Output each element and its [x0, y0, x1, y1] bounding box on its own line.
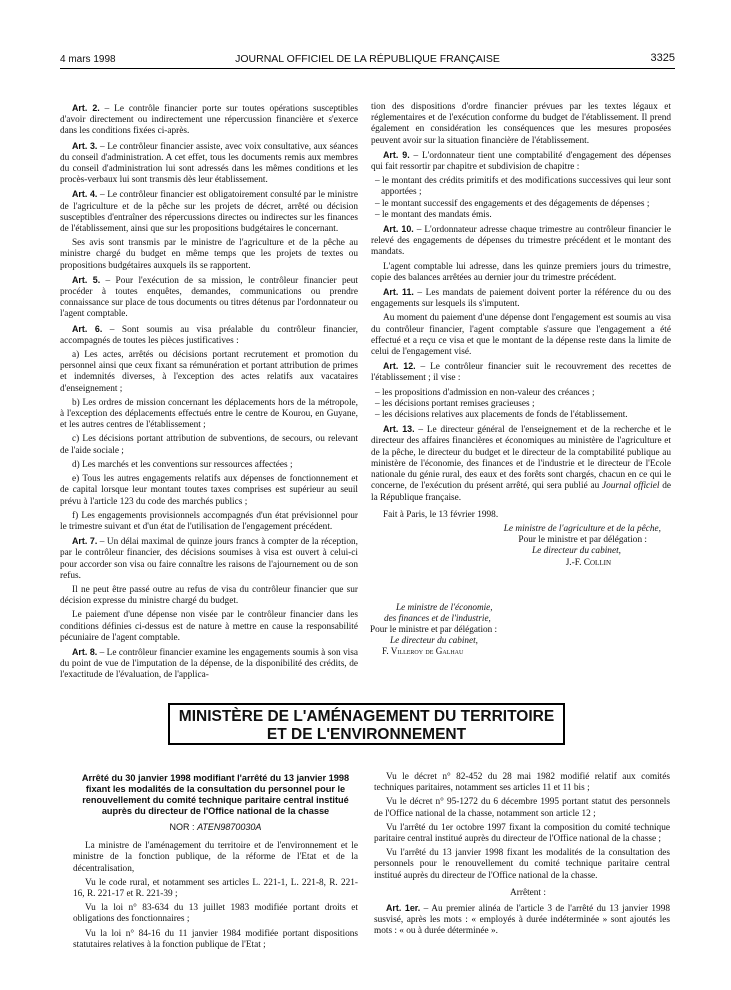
signature-block-1 [371, 524, 671, 569]
minister-title-cont: des finances et de l'industrie, [384, 613, 491, 623]
paragraph [371, 102, 671, 147]
header-date: 4 mars 1998 [60, 54, 116, 65]
paragraph [60, 238, 358, 272]
article-paragraph [60, 324, 358, 347]
arrete-paragraph: La ministre de l'aménagement du territoire et de l'environnement et le ministre de la fonction publique, de la réforme de l'Etat et de la décentralisation, [73, 841, 358, 874]
article-label: Art. 3. [72, 140, 98, 151]
delegation-line: Pour le ministre et par délégation : [370, 624, 498, 634]
right-column [371, 102, 671, 569]
paragraph-text: – Le contrôleur financier est obligatoirement consulté par le ministre de l'agriculture et de la pêche sur les projets de décret, arrêté ou décision susceptibles d'entraîner des répercussions directes ou indirectes sur les finances de l'établissement, ainsi que sur les propositions budgétaires le concernant. [60, 190, 358, 235]
paragraph-text: d) Les marchés et les conventions sur ressources affectées ; [72, 459, 293, 470]
article-paragraph [60, 536, 358, 582]
list-item: – les propositions d'admission en non-valeur des créances ; [375, 387, 595, 398]
director-title: Le directeur du cabinet, [390, 635, 478, 645]
paragraph-text: – Les mandats de paiement doivent porter la référence du ou des engagements sur lesquels ils s'imputent. [371, 288, 671, 310]
paragraph-text: – Le contrôleur financier suit le recouvrement des recettes de l'établissement ; il vise : [371, 362, 671, 384]
paragraph-text: L'agent comptable lui adresse, dans les quinze premiers jours du trimestre, copie des balances arrêtées au dernier jour du trimestre précédent. [371, 261, 671, 283]
paragraph-text: – L'ordonnateur tient une comptabilité d'engagement des dépenses qui fait ressortir par chapitre et subdivision de chapitre : [371, 150, 672, 173]
arrete-paragraph: Vu l'arrêté du 13 janvier 1998 fixant les modalités de la consultation des personnels pour le renouvellement du comité technique paritaire central institué auprès du directeur de l'Office national de la chasse. [374, 848, 670, 881]
signatory-name: J.-F. Collin [565, 557, 611, 568]
paragraph-text: – Un délai maximal de quinze jours francs à compter de la réception, par le contrôleur financier, des décisions soumises à visa est ouvert à celui-ci pour accorder son visa ou faire connaître les raisons de l'ajournement ou de son refus. [60, 537, 358, 581]
article-label: Art. 6. [72, 323, 103, 334]
ministry-banner [168, 703, 565, 745]
art12-list [371, 388, 671, 422]
paragraph-text: – L'ordonnateur adresse chaque trimestre au contrôleur financier le relevé des engagements de dépenses du trimestre précédent et le montant des mandats. [371, 225, 671, 258]
banner-line-2: ET DE L'ENVIRONNEMENT [266, 726, 467, 743]
article-paragraph [60, 141, 358, 187]
article-label: Art. 10. [383, 224, 414, 235]
article-paragraph [371, 150, 671, 173]
paragraph-text: Ses avis sont transmis par le ministre de l'agriculture et de la pêche au ministre chargé du budget en même temps que les projets de textes ou propositions budgétaires auxquels ils se rapportent. [60, 238, 358, 271]
paragraph-text: tion des dispositions d'ordre financier prévues par les textes légaux et réglementaires et de l'exécution conforme du budget de l'établissement. Il prend également en considération les conséquences que les mesures proposées peuvent avoir sur la situation financière de l'établissement. [371, 102, 671, 146]
left-column [60, 103, 358, 685]
art9-list [371, 176, 671, 221]
signatory-name: F. Villeroy de Galhau [382, 646, 464, 656]
article-paragraph [371, 224, 671, 259]
article-paragraph [60, 647, 358, 682]
list-item: – le montant des mandats émis. [375, 209, 492, 220]
arrete-paragraph: Vu la loi n° 84-16 du 11 janvier 1984 modifiée portant dispositions statutaires relatives à la fonction publique de l'Etat ; [73, 928, 358, 950]
article-label: Art. 7. [72, 536, 98, 547]
article-label: Art. 11. [383, 287, 414, 298]
arrete-paragraph: Vu le code rural, et notamment ses articles L. 221-1, L. 221-8, R. 221-16, R. 221-17 et R. 221-39 ; [73, 877, 358, 900]
paragraph-text: e) Tous les autres engagements relatifs aux dépenses de fonctionnement et de capital lorsque leur montant toutes taxes comprises est supérieur au seuil prévu à l'article 123 du code des marchés publics ; [60, 474, 358, 507]
paragraph-text: – Pour l'exécution de sa mission, le contrôleur financier peut procéder à toutes enquêtes, demandes, communications ou prendre connaissance sur place de tous documents ou titres détenus par l'ordonnateur ou l'agent comptable. [60, 275, 358, 320]
paragraph [60, 585, 358, 607]
article-label: Art. 12. [383, 361, 416, 372]
paragraph-text: a) Les actes, arrêtés ou décisions portant recrutement et promotion du personnel ainsi que ceux fixant sa rémunération et portant attribution de primes et indemnités diverses, à l'exception des actes relatifs aux vacataires d'enseignement ; [60, 350, 358, 394]
article-paragraph [60, 103, 358, 138]
header-journal-title: JOURNAL OFFICIEL DE LA RÉPUBLIQUE FRANÇAISE [235, 53, 500, 65]
paragraph [371, 313, 671, 358]
article-label: Art. 9. [383, 149, 410, 160]
paragraph [60, 434, 358, 456]
director-title: Le directeur du cabinet, [532, 546, 621, 557]
paragraph-text: – Le contrôleur financier examine les engagements soumis à son visa du point de vue de l'imputation de la dépense, de la disponibilité des crédits, de l'exactitude de l'évaluation, de l'applica- [60, 647, 358, 681]
banner-line-1: MINISTÈRE DE L'AMÉNAGEMENT DU TERRITOIRE [178, 708, 555, 725]
page-header [60, 52, 675, 68]
arrete-right-column [374, 772, 670, 941]
paragraph-text: – Le contrôle financier porte sur toutes opérations susceptibles d'avoir directement ou indirectement une répercussion financière et s'exerce dans les conditions fixées ci-après. [60, 104, 358, 137]
arrete-left-column [73, 773, 358, 954]
paragraph-text: Il ne peut être passé outre au refus de visa du contrôleur financier que sur décision expresse du ministre chargé du budget. [60, 584, 358, 607]
article-paragraph [60, 275, 358, 321]
list-item: – les décisions portant remises gracieuses ; [375, 398, 535, 409]
paragraph [60, 398, 358, 432]
paragraph [60, 511, 358, 533]
article-paragraph [60, 189, 358, 235]
arrete-paragraph: Vu le décret n° 95-1272 du 6 décembre 1995 portant statut des personnels de l'Office national de la chasse, notamment son article 12 ; [374, 797, 670, 819]
arrete-title: Arrêté du 30 janvier 1998 modifiant l'arrêté du 13 janvier 1998 fixant les modalités de la consultation du personnel pour le renouvellement du comité technique paritaire central institué auprès du directeur de l'Office national de la chasse [81, 773, 350, 816]
paragraph-text: Au moment du paiement d'une dépense dont l'engagement est soumis au visa du contrôleur financier, l'agent comptable s'assure que l'engagement a été effectué et a reçu ce visa et que le montant de la dépense reste dans la limite de celui de l'engagement visé. [371, 313, 671, 358]
minister-title: Le ministre de l'agriculture et de la pêche, [503, 523, 661, 534]
paragraph [60, 474, 358, 508]
article-label: Art. 4. [72, 189, 98, 200]
header-page-number: 3325 [650, 52, 675, 64]
delegation-line: Pour le ministre et par délégation : [518, 535, 647, 546]
paragraph-text: – Sont soumis au visa préalable du contrôleur financier, accompagnés de toutes les pièces justificatives : [60, 324, 358, 346]
article-13: Art. 13. – Le directeur général de l'enseignement et de la recherche et le directeur des affaires financières et économiques au ministère de l'agriculture et de la pêche, le directeur du budget et le directeur de la comptabilité publique au ministère de l'économie, des finances et de l'industrie et le directeur de l'Ecole nationale du génie rural, des eaux et des forêts sont chargés, chacun en ce qui le concerne, de l'exécution du présent arrêté, qui sera publié au Journal officiel de la République française. [371, 424, 671, 503]
paragraph-text: Le paiement d'une dépense non visée par le contrôleur financier dans les conditions définies ci-dessus est de nature à mettre en cause la responsabilité pécuniaire de l'agent comptable. [60, 610, 358, 643]
arrete-paragraph: Vu le décret n° 82-452 du 28 mai 1982 modifié relatif aux comités techniques paritaires, notamment ses articles 11 et 11 bis ; [374, 772, 670, 794]
arrete-paragraph: Vu l'arrêté du 1er octobre 1997 fixant la composition du comité technique paritaire central institué auprès du directeur de l'Office national de la chasse ; [374, 822, 670, 845]
paragraph-text: c) Les décisions portant attribution de subventions, de secours, ou relevant de l'aide sociale ; [60, 434, 358, 456]
signature-block-2 [370, 602, 530, 657]
arrete-paragraph: Vu la loi n° 83-634 du 13 juillet 1983 modifiée portant droits et obligations des fonctionnaires ; [73, 903, 358, 925]
paragraph [60, 350, 358, 395]
article-label: Art. 8. [72, 646, 98, 657]
paragraph-text: f) Les engagements provisionnels accompagnés d'un état prévisionnel pour le trimestre suivant et d'un état de l'utilisation de l'engagement précédent. [60, 510, 358, 532]
paragraph [60, 460, 358, 471]
minister-title: Le ministre de l'économie, [396, 602, 493, 612]
list-item: – le montant successif des engagements et des dégagements de dépenses ; [375, 198, 650, 209]
place-date: Fait à Paris, le 13 février 1998. [383, 509, 499, 520]
arretent: Arrêtent : [510, 887, 546, 898]
header-rule [60, 68, 675, 69]
article-paragraph [371, 287, 671, 310]
list-item: – les décisions relatives aux placements de fonds de l'établissement. [375, 410, 628, 421]
nor-reference: NOR : ATEN9870030A [169, 822, 262, 832]
article-1: Art. 1er. – Au premier alinéa de l'article 3 de l'arrêté du 13 janvier 1998 susvisé, après les mots : « employés à durée indéterminée » sont ajoutés les mots : « ou à durée déterminée ». [374, 903, 670, 937]
paragraph [60, 610, 358, 644]
list-item: – le montant des crédits primitifs et des modifications successives qui leur sont apportées ; [375, 176, 671, 198]
paragraph-text: – Le contrôleur financier assiste, avec voix consultative, aux séances du conseil d'administration. A cet effet, tous les documents remis aux membres du conseil d'administration lui sont adressés dans les mêmes conditions et les procès-verbaux lui sont transmis dès leur établissement. [60, 141, 358, 186]
article-paragraph [371, 361, 671, 384]
article-label: Art. 5. [72, 274, 101, 285]
article-label: Art. 2. [72, 103, 100, 113]
paragraph [371, 262, 671, 284]
paragraph-text: b) Les ordres de mission concernant les déplacements hors de la métropole, à l'exception des déplacements effectués entre le centre de Kourou, en Guyane, et les autres centres de l'établissement ; [60, 397, 358, 431]
